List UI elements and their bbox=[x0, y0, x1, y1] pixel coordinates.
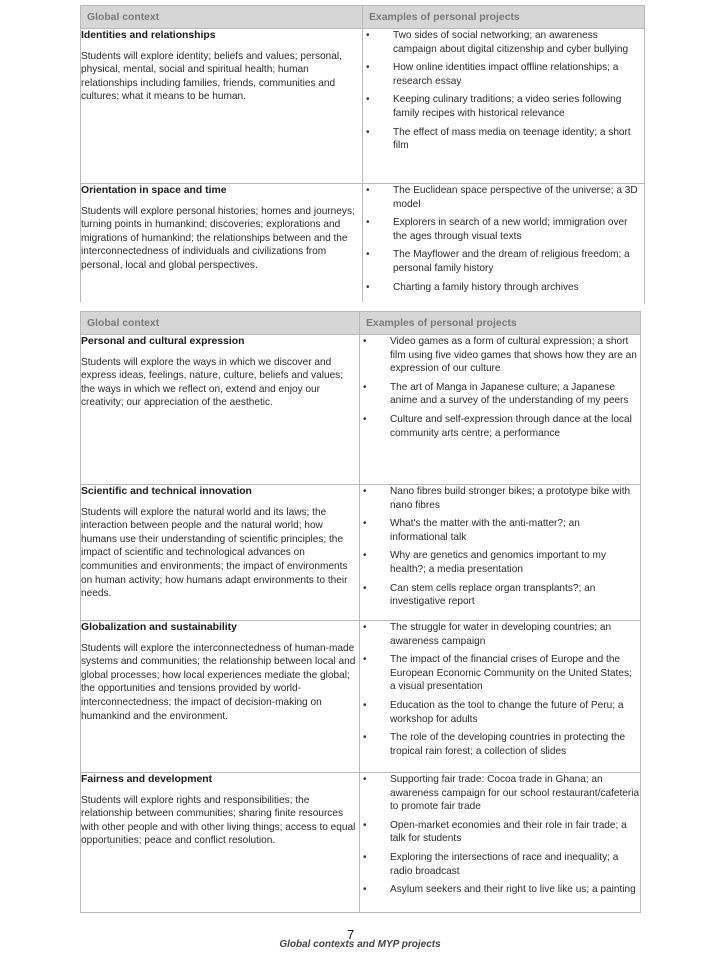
project-example: • What's the matter with the anti-matter?; an informational talk bbox=[360, 517, 640, 544]
global-context-cell bbox=[81, 621, 360, 773]
context-description: Students will explore personal histories; homes and journeys; turning points in humankind; discoveries; explorations and migrations of humankind; the relationships between and the interconnectedness of individuals and civilizations from personal, local and global perspectives. bbox=[81, 205, 355, 271]
context-title: Personal and cultural expression bbox=[81, 336, 245, 347]
project-example: • The struggle for water in developing countries; an awareness campaign bbox=[360, 621, 640, 648]
project-example: • Nano fibres build stronger bikes; a prototype bike with nano fibres bbox=[360, 485, 640, 512]
global-context-table-1 bbox=[80, 5, 645, 304]
project-example: • The impact of the financial crises of Europe and the European Economic Community on the United States; a visual presentation bbox=[360, 653, 640, 694]
table-header-row bbox=[81, 312, 641, 335]
header-global-context: Global context bbox=[81, 312, 360, 335]
project-example: • The Euclidean space perspective of the universe; a 3D model bbox=[363, 184, 644, 211]
footer-title: Global contexts and MYP projects bbox=[279, 939, 441, 950]
project-example: • Exploring the intersections of race and inequality; a radio broadcast bbox=[360, 851, 640, 878]
context-row bbox=[81, 621, 641, 773]
project-example: • Video games as a form of cultural expression; a short film using five video games that shows how they are an expression of our culture bbox=[360, 335, 640, 376]
project-example: • Keeping culinary traditions; a video series following family recipes with historical relevance bbox=[363, 93, 644, 120]
context-row bbox=[81, 335, 641, 485]
global-context-cell bbox=[81, 485, 360, 621]
context-description: Students will explore rights and responsibilities; the relationship between communities; sharing finite resources with other people and with other living things; access to equal opportunities; peace and conflict resolution. bbox=[81, 794, 356, 847]
project-list bbox=[363, 184, 644, 294]
context-description: Students will explore identity; beliefs and values; personal, physical, mental, social and spiritual health; human relationships including families, friends, communities and cultures; what it means to be human. bbox=[81, 50, 342, 103]
global-context-cell bbox=[81, 29, 363, 184]
examples-cell bbox=[360, 485, 641, 621]
context-title: Orientation in space and time bbox=[81, 185, 227, 196]
project-list bbox=[360, 773, 640, 897]
project-list bbox=[363, 29, 644, 153]
page-number: 7 bbox=[347, 927, 355, 942]
context-title: Scientific and technical innovation bbox=[81, 486, 252, 497]
examples-cell bbox=[363, 29, 645, 184]
table-header-row bbox=[81, 6, 645, 29]
examples-cell bbox=[363, 184, 645, 304]
project-example: • Why are genetics and genomics important to my health?; a media presentation bbox=[360, 549, 640, 576]
header-examples: Examples of personal projects bbox=[363, 6, 645, 29]
project-list bbox=[360, 485, 640, 609]
project-example: • The art of Manga in Japanese culture; a Japanese anime and a survey of the understanding of my peers bbox=[360, 381, 640, 408]
project-example: • How online identities impact offline relationships; a research essay bbox=[363, 61, 644, 88]
project-example: • Education as the tool to change the future of Peru; a workshop for adults bbox=[360, 699, 640, 726]
examples-cell bbox=[360, 773, 641, 913]
context-description: Students will explore the natural world and its laws; the interaction between people and the natural world; how humans use their understanding of scientific principles; the impact of scientific and technological advances on communities and environments; the impact of environments on human activity; how humans adapt environments to their needs. bbox=[81, 506, 348, 600]
context-row bbox=[81, 485, 641, 621]
context-title: Fairness and development bbox=[81, 774, 213, 785]
context-title: Globalization and sustainability bbox=[81, 622, 237, 633]
examples-cell bbox=[360, 335, 641, 485]
project-example: • Two sides of social networking; an awareness campaign about digital citizenship and cyber bullying bbox=[363, 29, 644, 56]
context-description: Students will explore the ways in which we discover and express ideas, feelings, nature, culture, beliefs and values; the ways in which we reflect on, extend and enjoy our creativity; our appreciation of the aesthetic. bbox=[81, 356, 344, 409]
global-context-cell bbox=[81, 184, 363, 304]
project-list bbox=[360, 335, 640, 440]
project-example: • Open-market economies and their role in fair trade; a talk for students bbox=[360, 819, 640, 846]
project-example: • The role of the developing countries in protecting the tropical rain forest; a collection of slides bbox=[360, 731, 640, 758]
project-example: • Explorers in search of a new world; immigration over the ages through visual texts bbox=[363, 216, 644, 243]
global-context-table-2 bbox=[80, 311, 641, 913]
project-example: • The effect of mass media on teenage identity; a short film bbox=[363, 126, 644, 153]
context-row bbox=[81, 29, 645, 184]
header-examples: Examples of personal projects bbox=[360, 312, 641, 335]
project-example: • Culture and self-expression through dance at the local community arts centre; a performance bbox=[360, 413, 640, 440]
project-example: • Can stem cells replace organ transplants?; an investigative report bbox=[360, 582, 640, 609]
global-context-cell bbox=[81, 773, 360, 913]
project-list bbox=[360, 621, 640, 758]
context-row bbox=[81, 184, 645, 304]
project-example: • Supporting fair trade: Cocoa trade in Ghana; an awareness campaign for our school restaurant/cafeteria to promote fair trade bbox=[360, 773, 640, 814]
context-description: Students will explore the interconnectedness of human-made systems and communities; the relationship between local and global processes; how local experiences mediate the global; the opportunities and tensions provided by world-interconnectedness; the impact of decision-making on humankind and the environment. bbox=[81, 642, 356, 722]
project-example: • The Mayflower and the dream of religious freedom; a personal family history bbox=[363, 248, 644, 275]
examples-cell bbox=[360, 621, 641, 773]
header-global-context: Global context bbox=[81, 6, 363, 29]
context-row bbox=[81, 773, 641, 913]
global-context-cell bbox=[81, 335, 360, 485]
project-example: • Asylum seekers and their right to live like us; a painting bbox=[360, 883, 640, 897]
project-example: • Charting a family history through archives bbox=[363, 281, 644, 295]
context-title: Identities and relationships bbox=[81, 30, 216, 41]
